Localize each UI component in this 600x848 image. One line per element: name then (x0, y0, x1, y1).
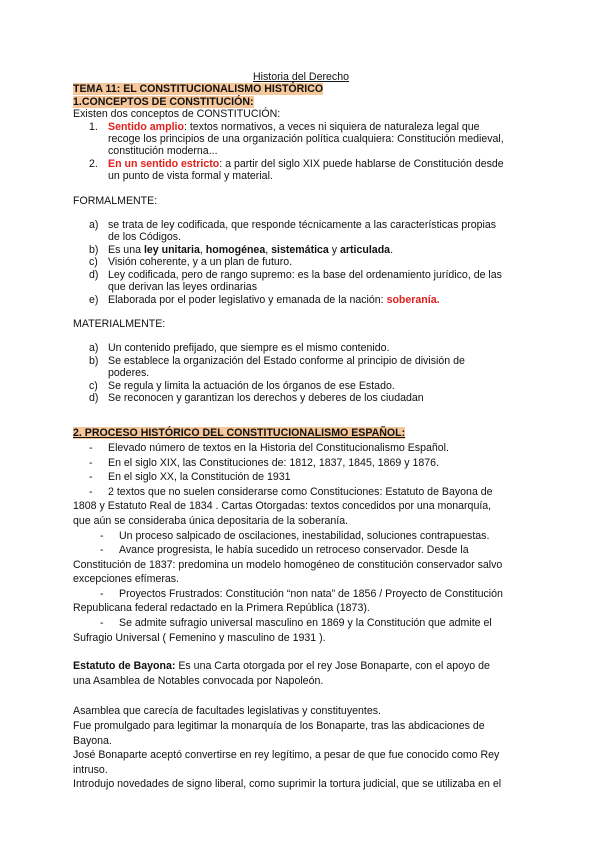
list-item: 2. En un sentido estricto: a partir del siglo XIX puede hablarse de Constitución desde un punto de vista formal y material. (89, 157, 504, 183)
paragraph: Fue promulgado para legitimar la monarquía de los Bonaparte, tras las abdicaciones de Bayona. (73, 720, 485, 747)
list-item: - Se admite sufragio universal masculino en 1869 y la Constitución que admite el Sufragio Universal ( Femenino y masculino de 1931 ). (73, 617, 492, 644)
constitution-concepts-list (73, 121, 523, 183)
list-item: b) Se establece la organización del Estado conforme al principio de división de poderes. (89, 354, 465, 380)
material-label: MATERIALMENTE: (73, 317, 166, 330)
section2 (73, 426, 523, 792)
term-sentido-estricto: En un sentido estricto (108, 157, 220, 170)
material-list (73, 342, 523, 404)
formal-label: FORMALMENTE: (73, 194, 158, 207)
list-item: - Elevado número de textos en la Historia del Constitucionalismo Español. (89, 441, 449, 454)
list-item: - Un proceso salpicado de oscilaciones, inestabilidad, soluciones contrapuestas. (100, 529, 490, 542)
list-item: - Proyectos Frustrados: Constitución “non nata” de 1856 / Proyecto de Constitución Republicana federal redactado en la Primera República (1873). (73, 587, 503, 615)
paragraph: Introdujo novedades de signo liberal, como suprimir la tortura judicial, que se utilizaba en el (73, 778, 502, 791)
document-body (73, 71, 523, 792)
bayona-term: Estatuto de Bayona: (73, 660, 176, 673)
term-soberania: soberanía. (386, 293, 440, 306)
list-item: b) Es una ley unitaria, homogénea, sistemática y articulada. (89, 243, 394, 256)
list-item: a) Un contenido prefijado, que siempre es el mismo contenido. (89, 342, 390, 355)
list-item: d) Se reconocen y garantizan los derechos y deberes de los ciudadan (89, 391, 424, 404)
list-item: a) se trata de ley codificada, que responde técnicamente a las características propias de los Códigos. (89, 219, 497, 244)
list-item: - Avance progresista, le había sucedido un retroceso conservador. Desde la Constitución de 1837: predomina un modelo homogéneo de constitución conservador salvo excepciones efímeras. (73, 544, 503, 586)
document-title: Historia del Derecho (253, 71, 349, 83)
list-item: c) Visión coherente, y a un plan de futuro. (89, 256, 293, 269)
bayona-paragraph: Estatuto de Bayona: Es una Carta otorgada por el rey Jose Bonaparte, con el apoyo de una Asamblea de Notables convocada por Napoleón. (73, 660, 490, 687)
formal-list (73, 219, 523, 306)
list-item: 1. Sentido amplio: textos normativos, a veces ni siquiera de naturaleza legal que recoge los principios de una organización política cualquiera: Constitución medieval, constitución moderna... (89, 120, 504, 158)
paragraph: José Bonaparte aceptó convertirse en rey legítimo, a pesar de que fue conocido como Rey intruso. (73, 749, 500, 776)
tema-title: TEMA 11: EL CONSTITUCIONALISMO HISTÓRICO (73, 83, 324, 96)
term-sentido-amplio: Sentido amplio (108, 120, 184, 133)
list-item: - En el siglo XX, la Constitución de 1931 (89, 471, 291, 484)
list-item: d) Ley codificada, pero de rango supremo: es la base del ordenamiento jurídico, de las que derivan las leyes ordinarias (89, 268, 502, 294)
section1-heading: 1.CONCEPTOS DE CONSTITUCIÓN: (73, 95, 254, 108)
list-item: - 2 textos que no suelen considerarse como Constituciones: Estatuto de Bayona de 1808 y Estatuto Real de 1834 . Cartas Otorgadas: textos concedidos por una monarquía, que aún se consideraba única depositaria de la soberanía. (73, 485, 493, 527)
list-item: c) Se regula y limita la actuación de los órganos de ese Estado. (89, 379, 395, 392)
section2-heading: 2. PROCESO HISTÓRICO DEL CONSTITUCIONALISMO ESPAÑOL: (73, 427, 406, 440)
list-item: - En el siglo XIX, las Constituciones de: 1812, 1837, 1845, 1869 y 1876. (89, 456, 439, 469)
section1-intro: Existen dos conceptos de CONSTITUCIÓN: (73, 108, 281, 121)
list-item: e) Elaborada por el poder legislativo y emanada de la nación: soberanía. (89, 293, 440, 306)
paragraph: Asamblea que carecía de facultades legislativas y constituyentes. (73, 705, 381, 718)
